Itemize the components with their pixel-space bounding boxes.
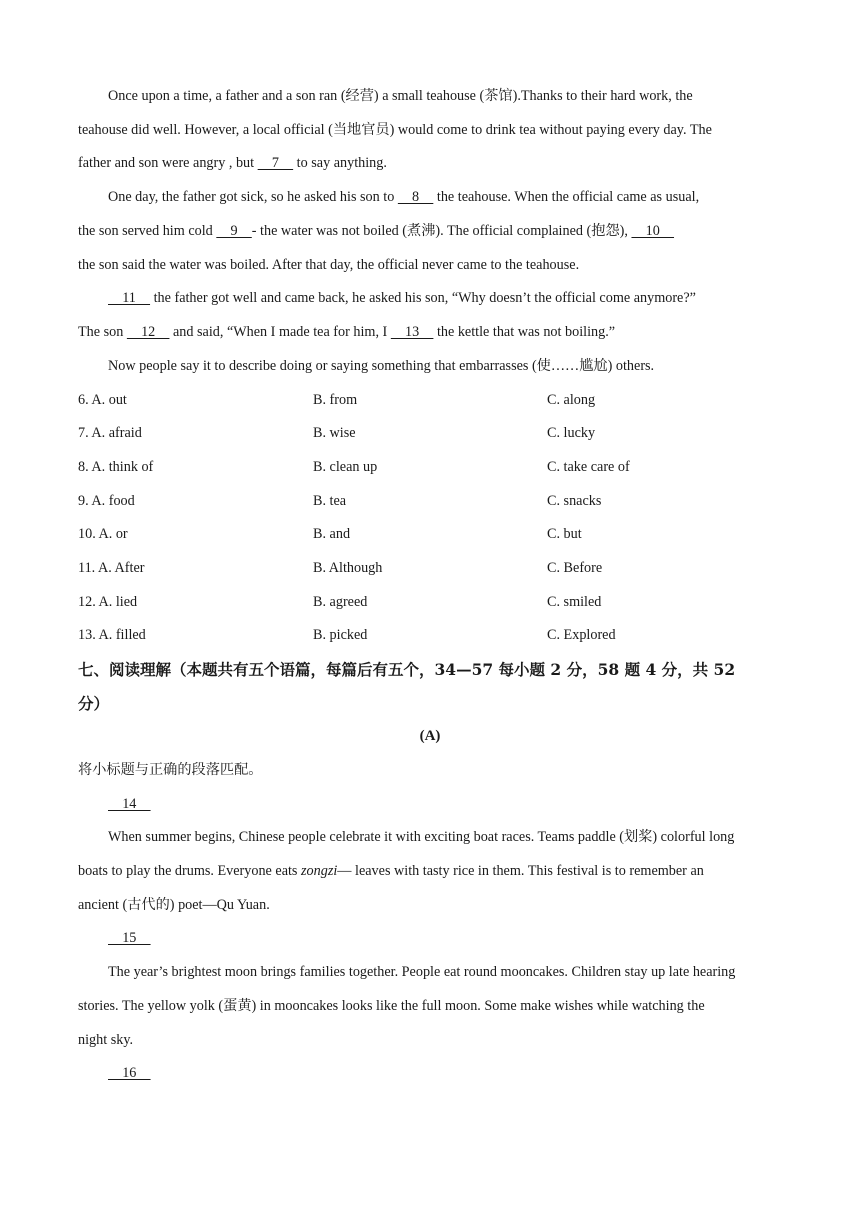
section-heading: 七、阅读理解（本题共有五个语篇，每篇后有五个，34—57 每小题 2 分，58 题 4 分，共 52 (78, 659, 736, 679)
option-c[interactable]: C. but (547, 526, 582, 543)
document-page (78, 80, 782, 1091)
blank-10[interactable]: 10 (631, 222, 675, 239)
option-b[interactable]: B. picked (313, 627, 368, 644)
options-list (78, 383, 782, 653)
reading-line: boats to play the drums. Everyone eats zongzi— leaves with tasty rice in them. This festival is to remember an (78, 863, 704, 880)
blank-13[interactable]: 13 (390, 323, 434, 340)
option-row (78, 585, 782, 619)
passage-line: Once upon a time, a father and a son ran (经营) a small teahouse (茶馆).Thanks to their hard work, the (108, 88, 693, 104)
blank-15[interactable]: 15 (108, 930, 151, 947)
option-c[interactable]: C. lucky (547, 425, 596, 442)
passage-subtitle: (A) (419, 728, 441, 745)
option-b[interactable]: B. tea (313, 492, 347, 509)
passage-line: father and son were angry , but 7 to say anything. (78, 155, 387, 172)
option-row (78, 417, 782, 451)
option-c[interactable]: C. Before (547, 560, 603, 577)
instruction-text: 将小标题与正确的段落匹配。 (78, 761, 263, 778)
option-b[interactable]: B. agreed (313, 593, 368, 610)
blank-11[interactable]: 11 (108, 290, 151, 307)
section-heading-cont: 分） (78, 693, 110, 713)
blank-16[interactable]: 16 (108, 1065, 151, 1082)
blank-12[interactable]: 12 (126, 323, 170, 340)
option-a[interactable]: 9. A. food (78, 492, 135, 509)
option-row (78, 484, 782, 518)
reading-line: stories. The yellow yolk (蛋黄) in mooncakes looks like the full moon. Some make wishes while watching the (78, 997, 705, 1014)
option-row (78, 619, 782, 653)
option-a[interactable]: 6. A. out (78, 391, 127, 408)
reading-paragraph-15 (78, 956, 782, 1057)
reading-line: The year’s brightest moon brings families together. People eat round mooncakes. Children stay up late hearing (108, 964, 736, 981)
reading-line: night sky. (78, 1031, 134, 1048)
passage-paragraph-3 (78, 282, 782, 349)
blank-9[interactable]: 9 (216, 222, 252, 239)
passage-paragraph-1 (78, 80, 782, 181)
heading-blank-14 (78, 788, 782, 822)
passage-paragraph-2 (78, 181, 782, 282)
option-a[interactable]: 10. A. or (78, 526, 128, 543)
heading-blank-16 (78, 1057, 782, 1091)
heading-blank-15 (78, 922, 782, 956)
option-c[interactable]: C. along (547, 391, 596, 408)
passage-line: The son 12 and said, “When I made tea for him, I 13 the kettle that was not boiling.” (78, 323, 616, 340)
option-c[interactable]: C. take care of (547, 459, 630, 476)
option-row (78, 383, 782, 417)
option-a[interactable]: 13. A. filled (78, 627, 146, 644)
option-b[interactable]: B. clean up (313, 459, 378, 476)
option-row (78, 552, 782, 586)
option-a[interactable]: 11. A. After (78, 560, 145, 577)
passage-line: teahouse did well. However, a local official (当地官员) would come to drink tea without paying every day. The (78, 121, 712, 138)
option-b[interactable]: B. and (313, 526, 351, 543)
blank-14[interactable]: 14 (108, 795, 151, 812)
option-c[interactable]: C. Explored (547, 627, 616, 644)
option-a[interactable]: 8. A. think of (78, 459, 154, 476)
reading-line: When summer begins, Chinese people celebrate it with exciting boat races. Teams paddle (划桨) colorful long (108, 829, 735, 846)
option-b[interactable]: B. from (313, 391, 358, 408)
reading-paragraph-14 (78, 821, 782, 922)
option-c[interactable]: C. smiled (547, 593, 602, 610)
option-b[interactable]: B. wise (313, 425, 356, 442)
option-c[interactable]: C. snacks (547, 492, 602, 509)
passage-line: One day, the father got sick, so he asked his son to 8 the teahouse. When the official came as usual, (108, 189, 700, 206)
passage-line: 11 the father got well and came back, he asked his son, “Why doesn’t the official come anymore?” (108, 290, 696, 307)
passage-line: the son said the water was boiled. After that day, the official never came to the teahouse. (78, 256, 580, 273)
reading-line: ancient (古代的) poet—Qu Yuan. (78, 896, 270, 913)
passage-line: the son served him cold 9 - the water was not boiled (煮沸). The official complained (抱怨), 10 (78, 222, 675, 239)
option-a[interactable]: 12. A. lied (78, 593, 138, 610)
option-b[interactable]: B. Although (313, 560, 383, 577)
option-row (78, 451, 782, 485)
blank-7[interactable]: 7 (257, 155, 294, 172)
passage-paragraph-4: Now people say it to describe doing or saying something that embarrasses (使……尴尬) others. (108, 357, 655, 374)
option-a[interactable]: 7. A. afraid (78, 425, 142, 442)
blank-8[interactable]: 8 (397, 189, 434, 206)
option-row (78, 518, 782, 552)
